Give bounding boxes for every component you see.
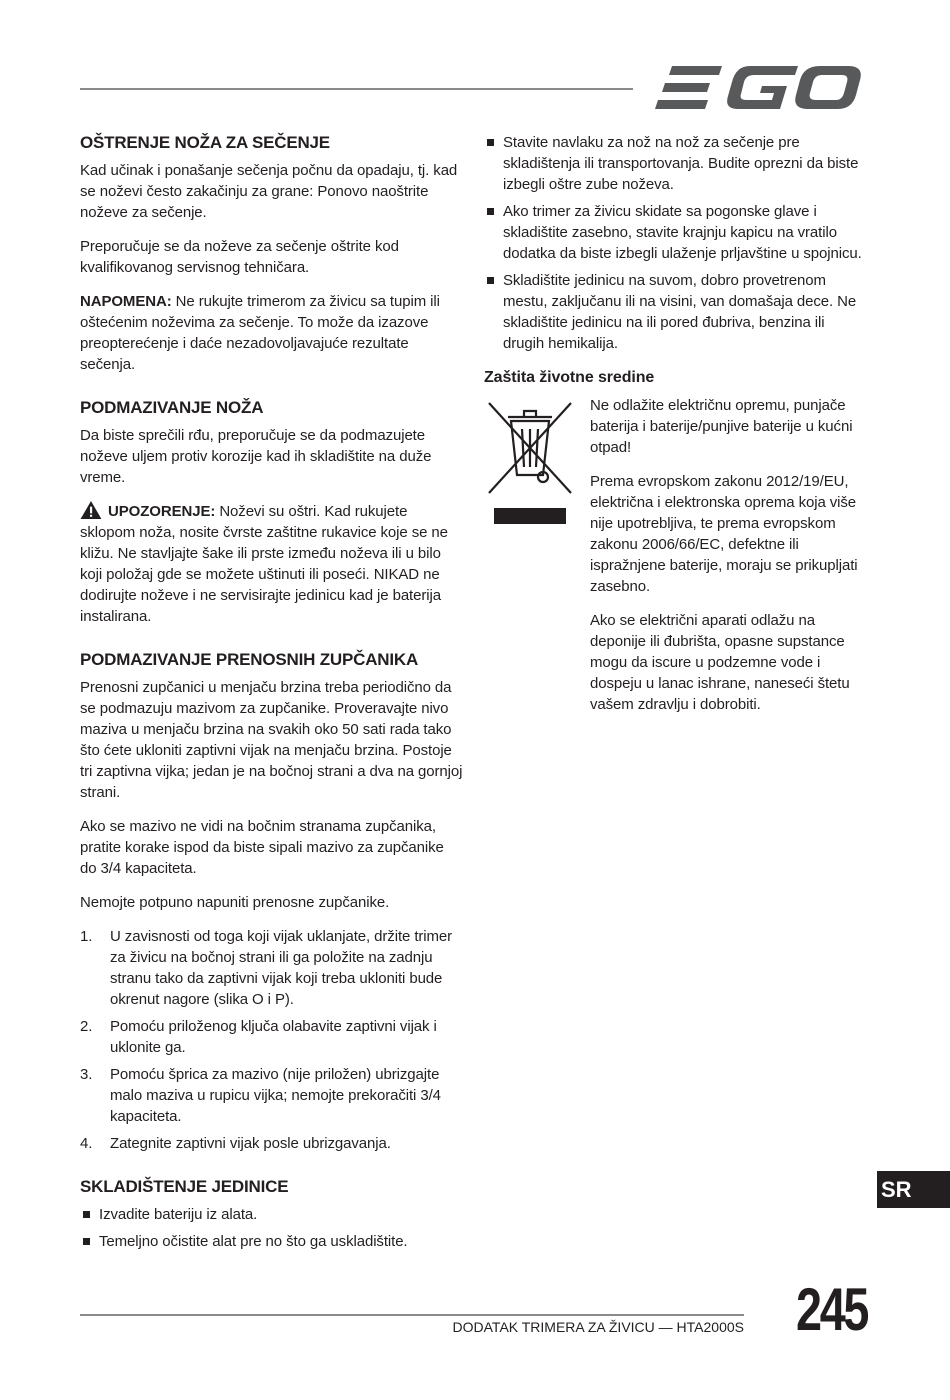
language-tab: SR xyxy=(877,1171,950,1208)
step-item xyxy=(80,1133,464,1154)
step-number: 3. xyxy=(80,1066,93,1083)
section-blade-lubrication xyxy=(80,397,464,627)
list-item: Izvadite bateriju iz alata. xyxy=(80,1204,464,1225)
storage-list-continued xyxy=(484,132,866,354)
step-text: Pomoću šprica za mazivo (nije priložen) ubrizgajte malo maziva u rupicu vijka; nemojte prekoračiti 3/4 kapaciteta. xyxy=(110,1066,441,1125)
paragraph: Da biste sprečili rđu, preporučuje se da podmazujete noževe uljem protiv korozije kad ih skladištite na duže vreme. xyxy=(80,427,432,486)
heading-blade-sharpening: OŠTRENJE NOŽA ZA SEČENJE xyxy=(80,133,330,152)
heading-environment: Zaštita životne sredine xyxy=(484,369,655,386)
warning-icon xyxy=(80,501,102,519)
step-text: Pomoću priloženog ključa olabavite zaptivni vijak i uklonite ga. xyxy=(110,1018,437,1056)
paragraph: Ako se električni aparati odlažu na deponije ili đubrišta, opasne supstance mogu da iscure u podzemne vode i dospeju u lanac ishrane, naneseći štetu vašem zdravlju i dobrobiti. xyxy=(590,612,850,713)
step-number: 1. xyxy=(80,928,93,945)
warning-label: UPOZORENJE: xyxy=(108,503,216,520)
heading-gear-lubrication: PODMAZIVANJE PRENOSNIH ZUPČANIKA xyxy=(80,650,419,669)
list-item: Temeljno očistite alat pre no što ga uskladištite. xyxy=(80,1231,464,1252)
crossed-out-bin-icon xyxy=(486,395,574,525)
steps-list xyxy=(80,926,464,1154)
bullet-square-icon xyxy=(83,1238,90,1245)
environment-text xyxy=(590,395,866,715)
list-item: Ako trimer za živicu skidate sa pogonske glave i skladištite zasebno, stavite krajnju kapicu na vratilo dodatka da biste izbegli ulaženje prljavštine u spojnicu. xyxy=(484,201,866,264)
note-text: Ne rukujte trimerom za živicu sa tupim ili oštećenim noževima za sečenje. To može da izazove preopterećenje i daće nezadovoljavajuće rezultate sečenja. xyxy=(80,293,440,373)
right-column xyxy=(484,132,866,728)
paragraph: Preporučuje se da noževe za sečenje oštrite kod kvalifikovanog servisnog tehničara. xyxy=(80,238,399,276)
bullet-square-icon xyxy=(487,277,494,284)
bullet-square-icon xyxy=(487,139,494,146)
paragraph: Ne odlažite električnu opremu, punjače baterija i baterije/punjive baterije u kućni otpad! xyxy=(590,397,853,456)
step-number: 4. xyxy=(80,1135,93,1152)
step-item xyxy=(80,1064,464,1127)
footer-title: DODATAK TRIMERA ZA ŽIVICU — HTA2000S xyxy=(452,1319,744,1335)
step-text: Zategnite zaptivni vijak posle ubrizgavanja. xyxy=(110,1135,391,1152)
section-environment xyxy=(484,367,866,715)
step-text: U zavisnosti od toga koji vijak uklanjate, držite trimer za živicu na bočnoj strani ili ga položite na zadnju stranu tako da zaptivni vijak koji treba ukloniti bude okrenut nagore (slika O i P). xyxy=(110,928,453,1008)
paragraph: Prenosni zupčanici u menjaču brzina treba periodično da se podmazuju mazivom za zupčanike. Proveravajte nivo maziva u menjaču brzina na svakih oko 50 sati rada tako što ćete ukloniti zaptivni vijak na menjaču brzina. Postoje tri zaptivna vijka; jedan je na bočnoj strani a dva na gornjoj strani. xyxy=(80,679,463,801)
left-column xyxy=(80,132,464,1265)
step-item xyxy=(80,1016,464,1058)
footer-rule xyxy=(80,1314,744,1316)
paragraph: Prema evropskom zakonu 2012/19/EU, električna i elektronska oprema koja više nije upotrebljiva, te prema evropskom zakonu 2006/66/EC, defektne ili ispražnjene baterije, moraju se prikupljati zasebno. xyxy=(590,473,858,595)
list-item: Stavite navlaku za nož na nož za sečenje pre skladištenja ili transportovanja. Budite oprezni da biste izbegli oštre zube noževa. xyxy=(484,132,866,195)
step-number: 2. xyxy=(80,1018,93,1035)
paragraph: Nemojte potpuno napuniti prenosne zupčanike. xyxy=(80,894,390,911)
ego-logo xyxy=(650,62,862,114)
heading-blade-lubrication: PODMAZIVANJE NOŽA xyxy=(80,398,264,417)
warning-paragraph xyxy=(80,501,464,627)
header-rule xyxy=(80,88,633,90)
page-number: 245 xyxy=(796,1276,868,1343)
bullet-square-icon xyxy=(487,208,494,215)
section-storage xyxy=(80,1176,464,1252)
bullet-square-icon xyxy=(83,1211,90,1218)
paragraph: Ako se mazivo ne vidi na bočnim stranama zupčanika, pratite korake ispod da biste sipali mazivo za zupčanike do 3/4 kapaciteta. xyxy=(80,818,444,877)
note-paragraph xyxy=(80,291,464,375)
note-label: NAPOMENA: xyxy=(80,293,172,310)
list-item: Skladištite jedinicu na suvom, dobro provetrenom mestu, zaključanu ili na visini, van domašaja dece. Ne skladištite jedinicu na ili pored đubriva, benzina ili drugih hemikalija. xyxy=(484,270,866,354)
section-gear-lubrication xyxy=(80,649,464,1154)
step-item xyxy=(80,926,464,1010)
storage-list xyxy=(80,1204,464,1252)
paragraph: Kad učinak i ponašanje sečenja počnu da opadaju, tj. kad se noževi često zakačinju za grane: Ponovo naoštrite noževe za sečenje. xyxy=(80,162,458,221)
warning-text: Noževi su oštri. Kad rukujete sklopom noža, nosite čvrste zaštitne rukavice koje se ne kližu. Ne stavljajte šake ili prste između noževa ili u bilo koji položaj gde se možete uštinuti ili poseći. NIKAD ne dodirujte noževe i ne servisirajte jedinicu kad je baterija instalirana. xyxy=(80,503,448,625)
heading-storage: SKLADIŠTENJE JEDINICE xyxy=(80,1177,289,1196)
